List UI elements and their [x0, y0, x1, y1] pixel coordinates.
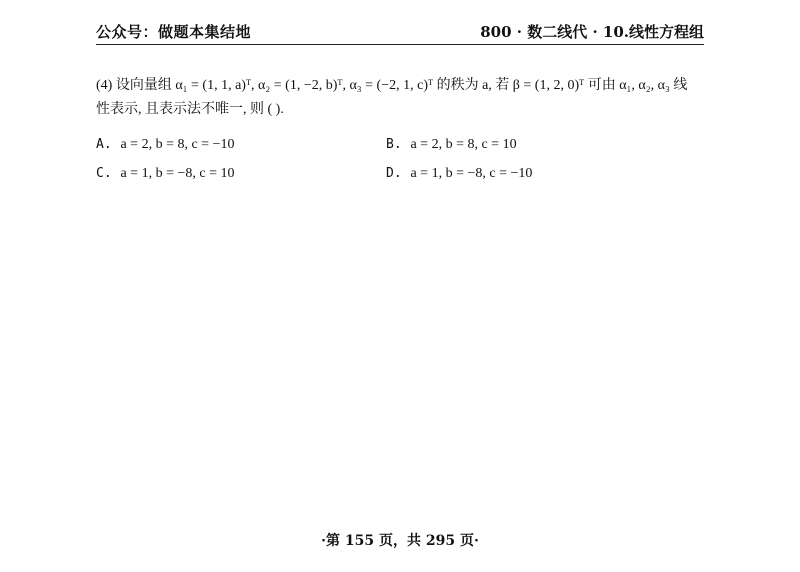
option-b — [386, 133, 686, 156]
option-c-letter: C. — [96, 166, 112, 181]
option-a-letter: A. — [96, 137, 112, 152]
page-footer: ·第 155 页，共 295 页· — [321, 533, 479, 549]
option-c — [96, 162, 386, 185]
problem-line-2: 性表示, 且表示法不唯一, 则 ( ). — [96, 102, 284, 117]
problem-line-1: (4) 设向量组 α₁ = (1, 1, a)ᵀ, α₂ = (1, −2, b)ᵀ, α₃ = (−2, 1, c)ᵀ 的秩为 a, 若 β = (1, 2, 0)ᵀ 可由 α₁, α₂, α₃ 线 — [96, 78, 688, 93]
option-d-text: a = 1, b = −8, c = −10 — [410, 166, 533, 181]
option-a-text: a = 2, b = 8, c = −10 — [120, 137, 235, 152]
option-a — [96, 133, 386, 156]
option-c-text: a = 1, b = −8, c = 10 — [120, 166, 235, 181]
problem-statement — [96, 74, 704, 122]
header-source: 公众号：做题本集结地 — [96, 23, 252, 41]
option-b-text: a = 2, b = 8, c = 10 — [410, 137, 517, 152]
header-section: 800 · 数二线代 · 10.线性方程组 — [480, 23, 704, 41]
page-header — [96, 22, 704, 45]
option-d — [386, 162, 686, 185]
option-b-letter: B. — [386, 137, 402, 152]
answer-options — [96, 133, 704, 185]
option-d-letter: D. — [386, 166, 402, 181]
